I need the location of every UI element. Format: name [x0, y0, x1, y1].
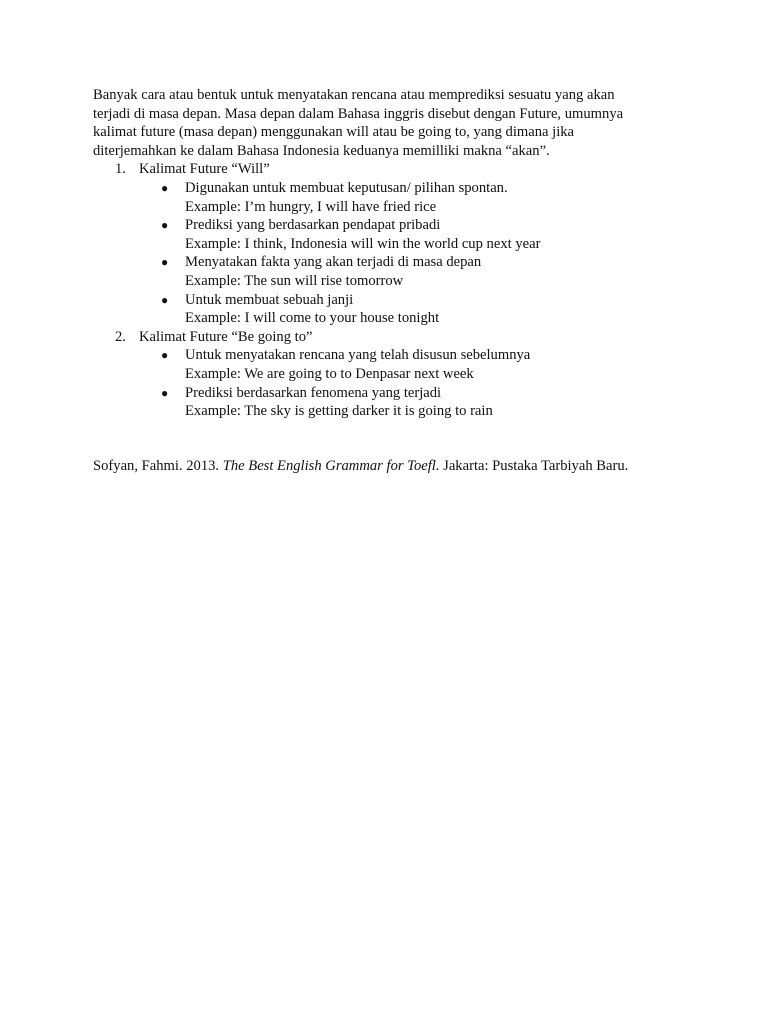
bullet-icon: ●: [161, 218, 169, 233]
list-item-will: [93, 160, 683, 327]
usage-example: Example: We are going to to Denpasar next week: [185, 365, 474, 382]
list-item: [139, 346, 683, 383]
usage-text: Untuk membuat sebuah janji: [185, 291, 354, 308]
usage-example: Example: The sun will rise tomorrow: [185, 272, 404, 289]
usage-example: Example: The sky is getting darker it is going to rain: [185, 403, 493, 420]
section-title: Kalimat Future “Be going to”: [139, 328, 313, 345]
intro-paragraph: [93, 86, 683, 160]
usage-example: Example: I think, Indonesia will win the world cup next year: [185, 235, 541, 252]
bullet-icon: ●: [161, 255, 169, 270]
intro-line: Banyak cara atau bentuk untuk menyatakan rencana atau memprediksi sesuatu yang akan: [93, 87, 615, 103]
usage-text: Prediksi yang berdasarkan pendapat pribadi: [185, 217, 441, 234]
list-item: [139, 291, 683, 328]
bullet-icon: ●: [161, 180, 169, 195]
usage-text: Digunakan untuk membuat keputusan/ pilihan spontan.: [185, 179, 508, 196]
usage-example: Example: I’m hungry, I will have fried rice: [185, 198, 437, 215]
intro-line: terjadi di masa depan. Masa depan dalam Bahasa inggris disebut dengan Future, umumnya: [93, 105, 624, 122]
document-body: [93, 86, 683, 421]
bullet-icon: ●: [161, 348, 169, 363]
reference-author-year: Sofyan, Fahmi. 2013.: [93, 458, 223, 474]
bullet-icon: ●: [161, 385, 169, 400]
list-item-be-going-to: [93, 328, 683, 421]
section-title: Kalimat Future “Will”: [139, 161, 270, 178]
intro-line: diterjemahkan ke dalam Bahasa Indonesia keduanya memilliki makna “akan”.: [93, 142, 550, 159]
reference-publisher: Jakarta: Pustaka Tarbiyah Baru.: [439, 458, 629, 474]
list-number: 2.: [115, 328, 126, 345]
bibliography-reference: [93, 457, 733, 476]
bullet-icon: ●: [161, 292, 169, 307]
be-going-to-usage-list: [139, 346, 683, 420]
usage-text: Prediksi berdasarkan fenomena yang terjadi: [185, 384, 442, 401]
list-number: 1.: [115, 161, 126, 178]
will-usage-list: [139, 179, 683, 328]
list-item: [139, 384, 683, 421]
intro-line: kalimat future (masa depan) menggunakan will atau be going to, yang dimana jika: [93, 124, 575, 141]
reference-book-title: The Best English Grammar for Toefl.: [222, 458, 440, 474]
future-types-list: [93, 160, 683, 420]
usage-text: Untuk menyatakan rencana yang telah disusun sebelumnya: [185, 347, 531, 364]
usage-example: Example: I will come to your house tonight: [185, 310, 440, 327]
usage-text: Menyatakan fakta yang akan terjadi di masa depan: [185, 254, 482, 271]
list-item: [139, 253, 683, 290]
list-item: [139, 216, 683, 253]
list-item: [139, 179, 683, 216]
